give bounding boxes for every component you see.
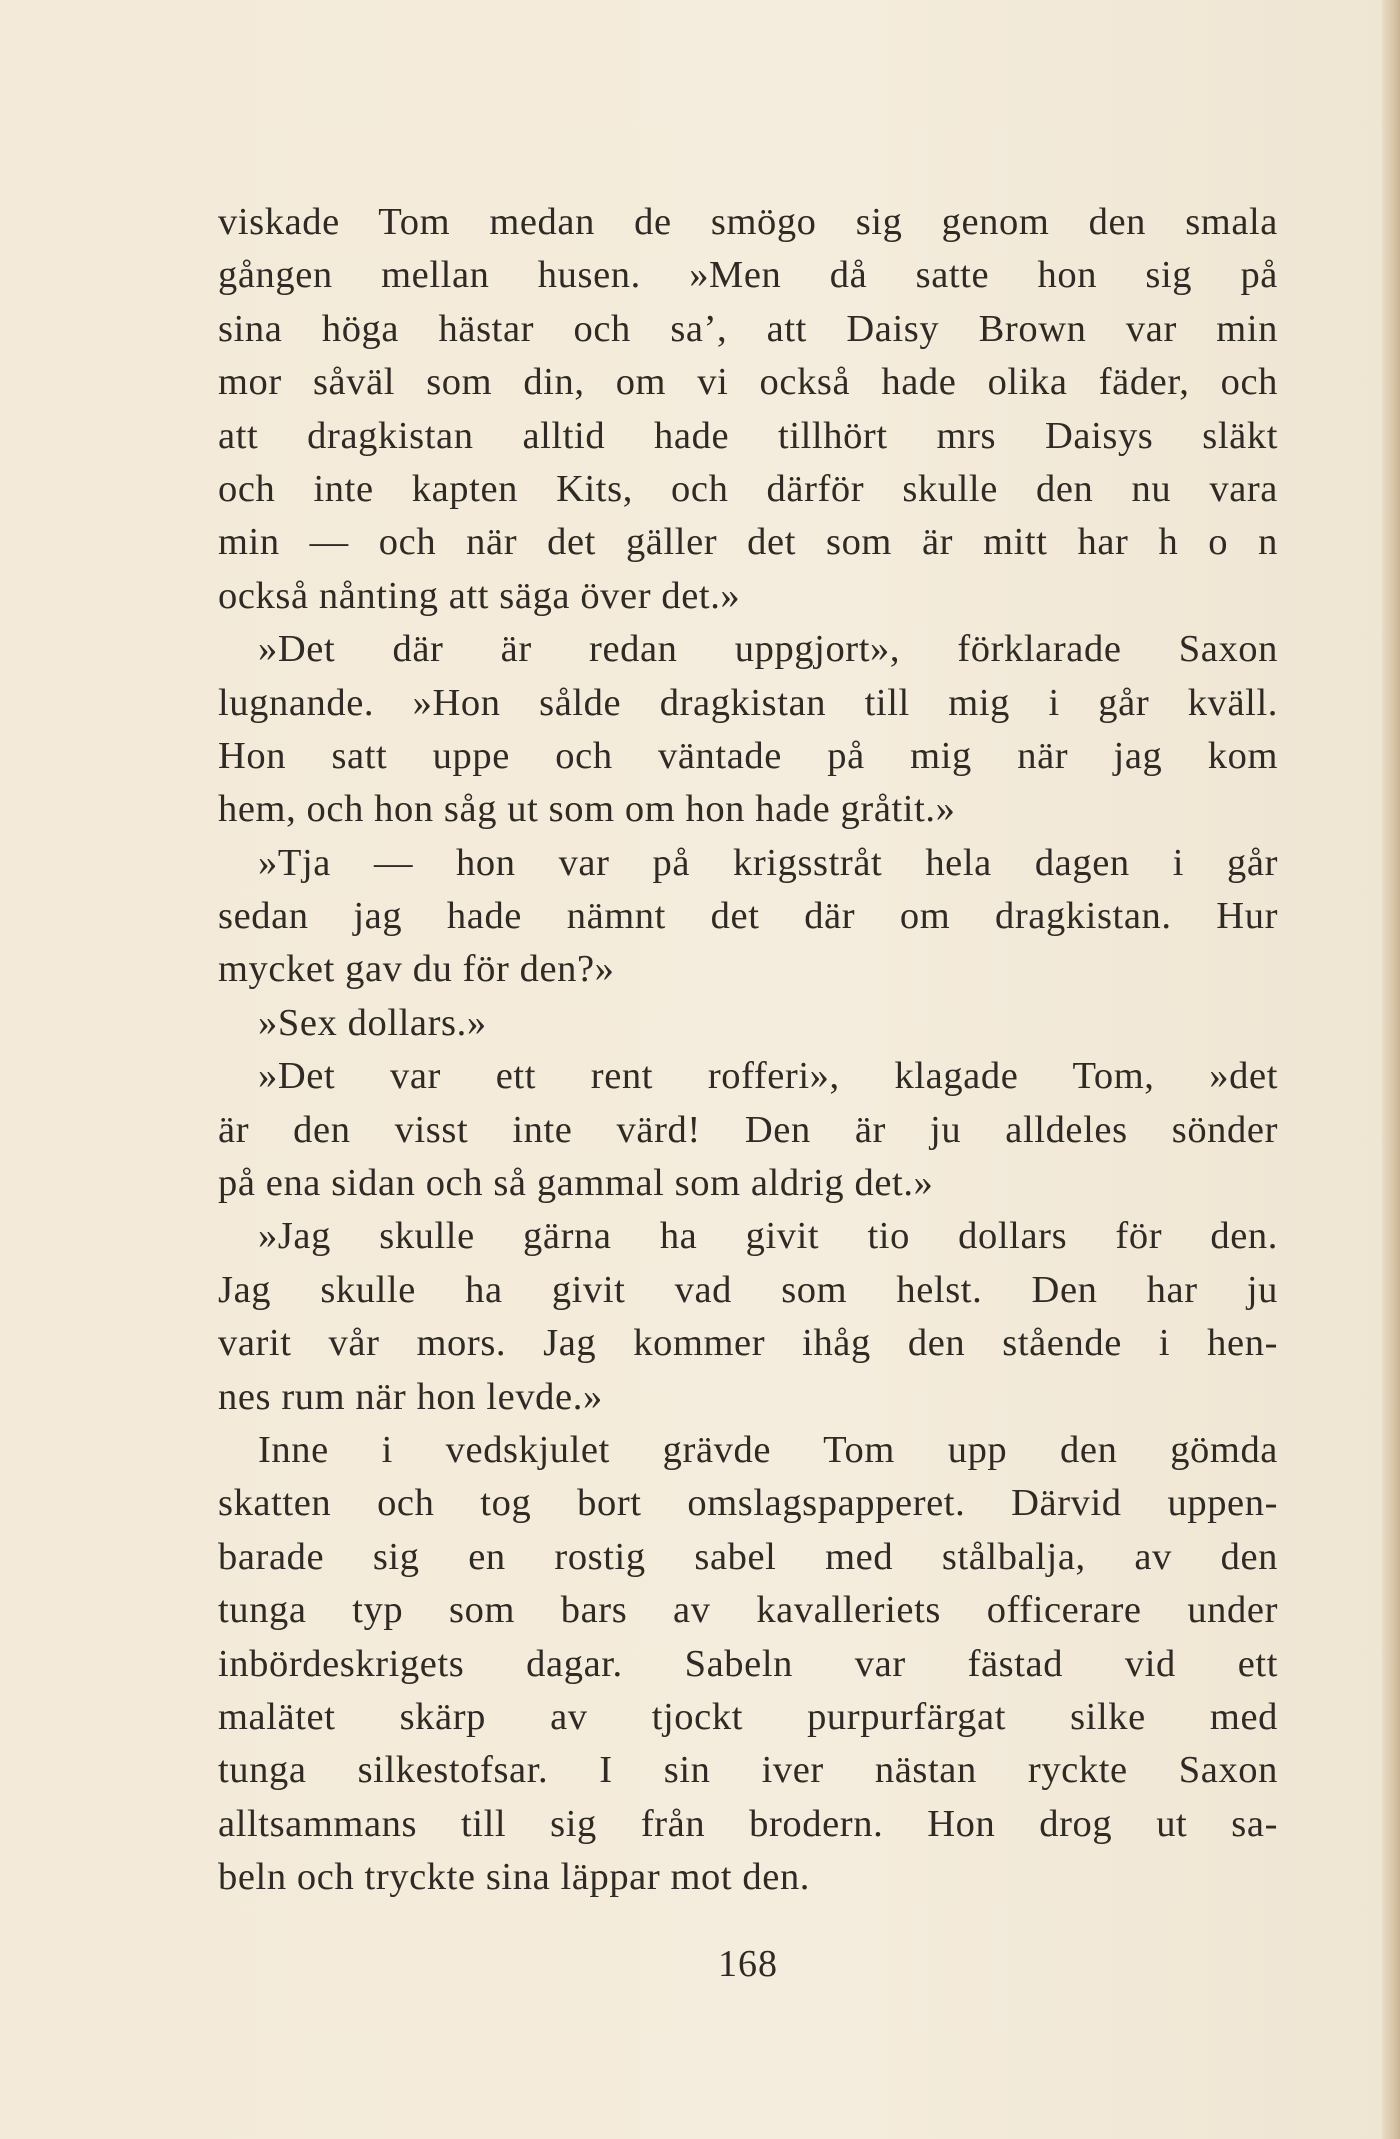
text-line: nes rum när hon levde.»	[218, 1375, 603, 1418]
text-line: mor såväl som din, om vi också hade olika fäder, och	[218, 361, 1278, 404]
text-line: »Sex dollars.»	[258, 1001, 487, 1044]
text-line: tunga silkestofsar. I sin iver nästan ryckte Saxon	[218, 1749, 1278, 1792]
text-line: alltsammans till sig från brodern. Hon drog ut sa-	[218, 1802, 1278, 1845]
text-line: Inne i vedskjulet grävde Tom upp den gömda	[258, 1428, 1278, 1471]
text-line: skatten och tog bort omslagspapperet. Därvid uppen-	[218, 1482, 1278, 1525]
text-line: sina höga hästar och sa’, att Daisy Brown var min	[218, 307, 1278, 350]
text-line: hem, och hon såg ut som om hon hade gråtit.»	[218, 788, 956, 831]
text-line: »Det där är redan uppgjort», förklarade Saxon	[258, 628, 1278, 671]
text-line: »Jag skulle gärna ha givit tio dollars för den.	[258, 1215, 1278, 1258]
text-line: viskade Tom medan de smögo sig genom den smala	[218, 201, 1278, 243]
text-line: »Det var ett rent rofferi», klagade Tom, »det	[258, 1055, 1278, 1098]
text-line: Jag skulle ha givit vad som helst. Den har ju	[218, 1268, 1278, 1311]
text-line: och inte kapten Kits, och därför skulle den nu vara	[218, 467, 1278, 510]
text-line: lugnande. »Hon sålde dragkistan till mig i går kväll.	[218, 681, 1278, 724]
text-line: är den visst inte värd! Den är ju alldeles sönder	[218, 1108, 1278, 1151]
text-line: malätet skärp av tjockt purpurfärgat silke med	[218, 1695, 1278, 1738]
text-line: inbördeskrigets dagar. Sabeln var fästad vid ett	[218, 1642, 1278, 1685]
text-line: tunga typ som bars av kavalleriets officerare under	[218, 1589, 1278, 1632]
body-text	[218, 196, 1278, 1905]
text-line: varit vår mors. Jag kommer ihåg den stående i hen-	[218, 1322, 1278, 1365]
text-line: på ena sidan och så gammal som aldrig det.»	[218, 1162, 934, 1205]
text-line: gången mellan husen. »Men då satte hon sig på	[218, 254, 1278, 297]
text-line: sedan jag hade nämnt det där om dragkistan. Hur	[218, 895, 1278, 938]
page-edge-shadow	[1382, 0, 1400, 2139]
page-number: 168	[718, 1943, 778, 1985]
text-line: min — och när det gäller det som är mitt har h o n	[218, 521, 1278, 564]
text-line: barade sig en rostig sabel med stålbalja, av den	[218, 1535, 1278, 1578]
text-line: mycket gav du för den?»	[218, 948, 615, 991]
text-line: Hon satt uppe och väntade på mig när jag kom	[218, 734, 1278, 777]
text-line: att dragkistan alltid hade tillhört mrs Daisys släkt	[218, 414, 1278, 457]
text-line: beln och tryckte sina läppar mot den.	[218, 1856, 811, 1899]
text-line: »Tja — hon var på krigsstråt hela dagen i går	[258, 841, 1278, 884]
text-line: också nånting att säga över det.»	[218, 574, 741, 617]
